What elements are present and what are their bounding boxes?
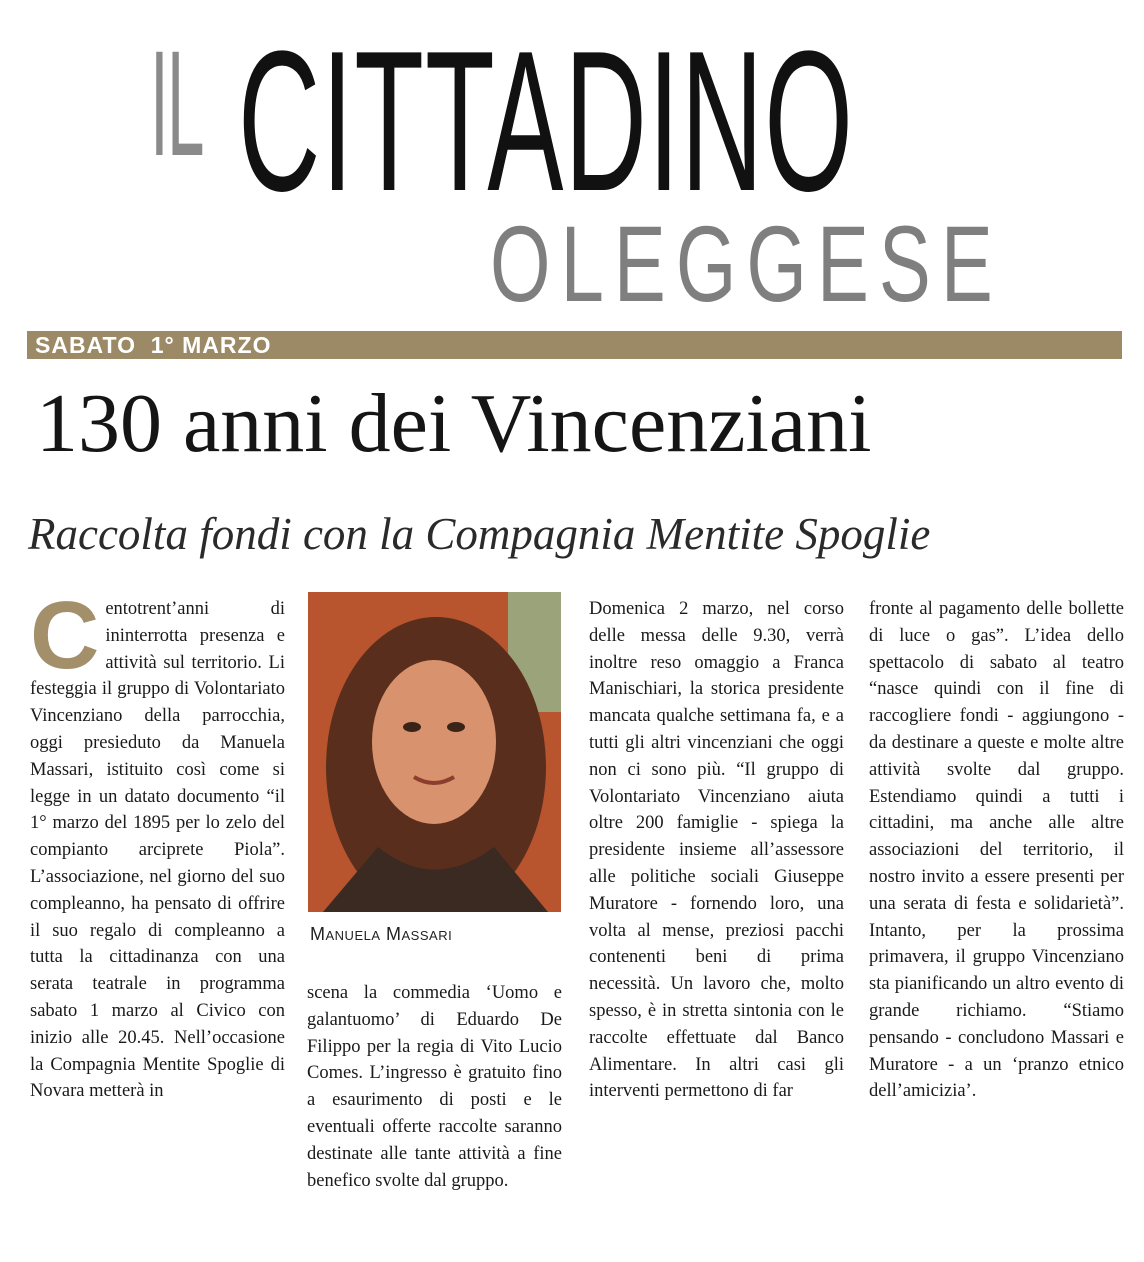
masthead <box>0 0 1144 324</box>
article-column-1 <box>30 582 285 1105</box>
photo-caption: Manuela Massari <box>310 924 453 944</box>
column-2-text: scena la commedia ‘Uomo e galantuomo’ di Eduardo De Filippo per la regia di Vito Lucio Comes. L’ingresso è gratuito fino a esaurimento di posti e le eventuali offerte raccolte saranno destinate alle tante attività a fine benefico svolte dal gruppo. <box>307 983 562 1191</box>
masthead-oleggese: OLEGGESE <box>490 203 1003 324</box>
column-4-text: fronte al pagamento delle bollette di luce o gas”. L’idea dello spettacolo di sabato al teatro “nasce quindi con il fine di raccogliere fondi - aggiungono - da destinare a queste e molte altre attività svolte dal gruppo. Estendiamo quindi a tutti i cittadini, ma anche alle altre associazioni del territorio, il nostro invito a essere presenti per una serata di festa e solidarietà”. Intanto, per la prossima primavera, il gruppo Vincenziano sta pianificando un altro evento di grande richiamo. “Stiamo pensando - concludono Massari e Muratore - a un ‘pranzo etnico dell’amicizia’. <box>869 599 1124 1102</box>
article-column-4 <box>869 596 1124 1105</box>
portrait-image <box>308 592 561 912</box>
subheadline: Raccolta fondi con la Compagnia Mentite Spoglie <box>28 509 931 559</box>
date-band <box>27 331 1122 359</box>
masthead-cittadino: CITTADINO <box>238 10 855 233</box>
masthead-il: IL <box>150 19 203 187</box>
drop-cap: C <box>30 582 100 689</box>
headline: 130 anni dei Vincenziani <box>36 377 872 470</box>
date-label: SABATO 1° MARZO <box>35 332 272 358</box>
column-1-text: entotrent’anni di ininterrotta presenza e attività sul territorio. Li festeggia il gruppo di Volontariato Vincenziano della parrocchia, oggi presieduto da Manuela Massari, istituito così come si legge in un datato documento “il 1° marzo del 1895 per lo zelo del compianto arciprete Piola”. L’associazione, nel giorno del suo compleanno, ha pensato di offrire il suo regalo di compleanno a tutta la cittadinanza con una serata teatrale in programma sabato 1 marzo al Civico con inizio alle 20.45. Nell’occasione la Compagnia Mentite Spoglie di Novara metterà in <box>30 599 285 1102</box>
article-column-2 <box>307 980 562 1194</box>
article-column-3 <box>589 596 844 1105</box>
column-3-text: Domenica 2 marzo, nel corso delle messa delle 9.30, verrà inoltre reso omaggio a Franca Manischiari, la storica presidente mancata qualche settimana fa, e a tutti gli altri vincenziani che oggi non ci sono più. “Il gruppo di Volontariato Vincenziano aiuta oltre 200 famiglie - spiega la presidente insieme all’assessore alle politiche sociali Giuseppe Muratore - fornendo loro, una volta al mense, preziosi pacchi contenenti beni di prima necessità. Un lavoro che, molto spesso, è in stretta sintonia con le raccolte effettuate dal Banco Alimentare. In altri casi gli interventi permettono di far <box>589 599 844 1102</box>
portrait-photo <box>308 592 561 912</box>
